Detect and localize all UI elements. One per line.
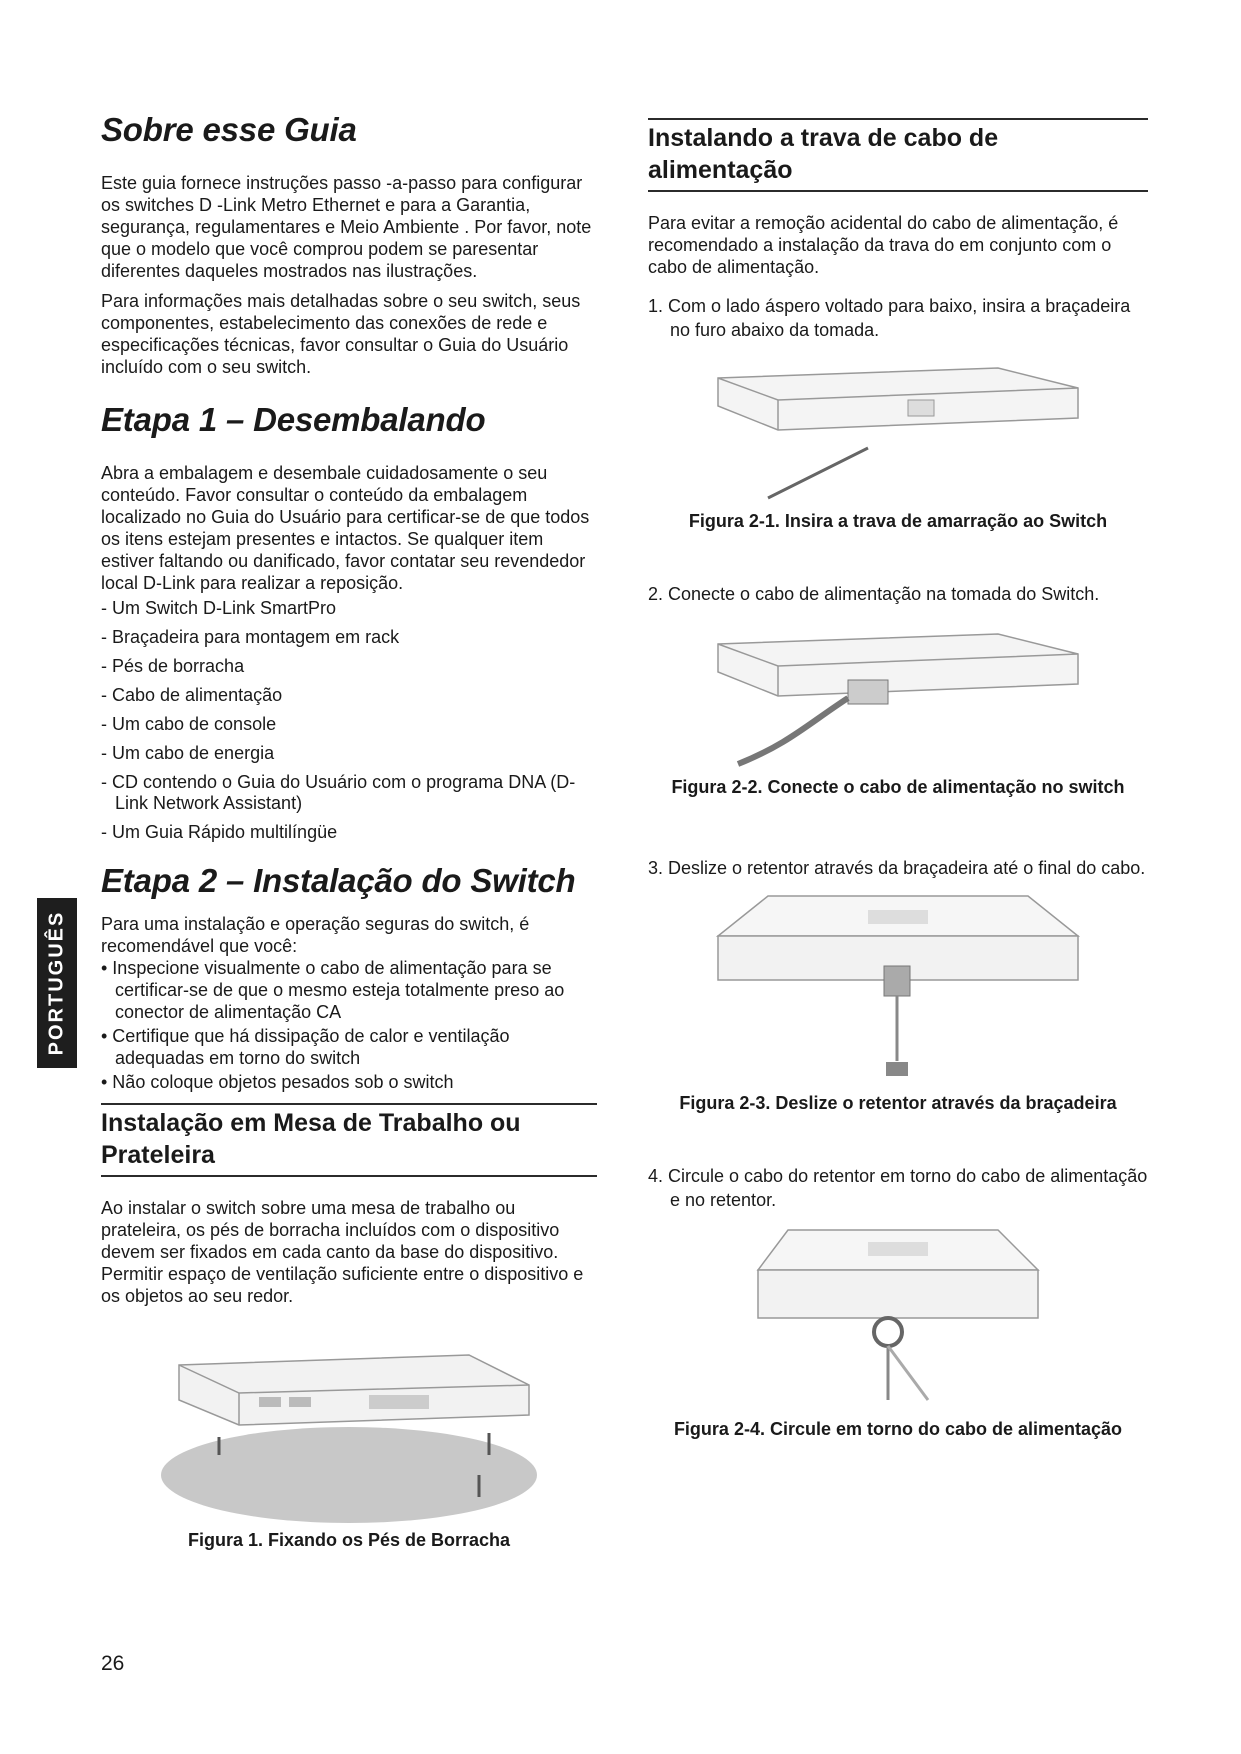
figure-1-caption: Figura 1. Fixando os Pés de Borracha — [187, 1530, 511, 1550]
list-item: - Um Guia Rápido multilíngüe — [101, 822, 338, 842]
figure-2-4-caption: Figura 2-4. Circule em torno do cabo de alimentação — [673, 1419, 1123, 1439]
list-item: • Inspecione visualmente o cabo de alimentação para se certificar-se de que o mesmo esteja totalmente preso ao conector de alimentação CA — [101, 958, 565, 1022]
step1-title: Etapa 1 – Desembalando — [101, 401, 486, 438]
list-item: - Pés de borracha — [101, 656, 245, 676]
figure-2-1-illustration — [708, 348, 1088, 508]
power-cord-lock-title: Instalando a trava de cabo de alimentação — [648, 118, 1148, 192]
list-item: • Não coloque objetos pesados sob o switch — [101, 1072, 454, 1092]
step-2-text: 2. Conecte o cabo de alimentação na tomada do Switch. — [648, 584, 1100, 604]
right-column — [648, 118, 1148, 1440]
left-column — [101, 110, 597, 1551]
list-item: - Um Switch D-Link SmartPro — [101, 598, 337, 618]
about-paragraph-1: Este guia fornece instruções passo -a-passo para configurar os switches D -Link Metro Ethernet e para a Garantia, segurança, regulamentares e Meio Ambiente . Por favor, note que o modelo que você comprou podem se paresentar diferentes daqueles mostrados nas ilustrações. — [101, 173, 592, 281]
list-item: - CD contendo o Guia do Usuário com o programa DNA (D-Link Network Assistant) — [101, 772, 576, 813]
package-contents-list — [101, 598, 597, 843]
figure-2-4-illustration — [748, 1220, 1048, 1410]
desk-install-title: Instalação em Mesa de Trabalho ou Prateleira — [101, 1103, 597, 1177]
step1-intro: Abra a embalagem e desembale cuidadosamente o seu conteúdo. Favor consultar o conteúdo da embalagem localizado no Guia do Usuário para certificar-se de que todos os itens estejam presentes e intactos. Se qualquer item estiver faltando ou danificado, favor contatar seu revendedor local D-Link para realizar a reposição. — [101, 463, 590, 593]
figure-2-3-caption: Figura 2-3. Deslize o retentor através da braçadeira — [679, 1093, 1117, 1113]
step2-intro: Para uma instalação e operação seguras do switch, é recomendável que você: — [101, 914, 530, 956]
about-paragraph-2: Para informações mais detalhadas sobre o seu switch, seus componentes, estabelecimento das conexões de rede e especificações técnicas, favor consultar o Guia do Usuário incluído com o seu switch. — [101, 291, 581, 377]
language-tab — [37, 898, 77, 1068]
list-item: - Braçadeira para montagem em rack — [101, 627, 400, 647]
list-item: - Um cabo de energia — [101, 743, 275, 763]
language-tab-label: PORTUGUÊS — [45, 910, 68, 1056]
figure-2-1-caption: Figura 2-1. Insira a trava de amarração ao Switch — [688, 511, 1108, 531]
step-3-text: 3. Deslize o retentor através da braçadeira até o final do cabo. — [648, 858, 1146, 878]
page-number: 26 — [101, 1652, 125, 1675]
list-item: - Cabo de alimentação — [101, 685, 283, 705]
safety-bullets — [101, 957, 597, 1093]
figure-2-2-caption: Figura 2-2. Conecte o cabo de alimentação no switch — [671, 777, 1125, 797]
power-cord-lock-intro: Para evitar a remoção acidental do cabo de alimentação, é recomendado a instalação da trava do em conjunto com o cabo de alimentação. — [648, 213, 1119, 277]
figure-2-2-illustration — [708, 614, 1088, 774]
figure-2-3-illustration — [708, 886, 1088, 1086]
about-title: Sobre esse Guia — [101, 111, 357, 148]
list-item: • Certifique que há dissipação de calor e ventilação adequadas em torno do switch — [101, 1026, 510, 1068]
step-1-text: 1. Com o lado áspero voltado para baixo, insira a braçadeira no furo abaixo da tomada. — [648, 296, 1131, 340]
step2-title: Etapa 2 – Instalação do Switch — [101, 862, 576, 899]
desk-install-paragraph: Ao instalar o switch sobre uma mesa de trabalho ou prateleira, os pés de borracha incluídos com o dispositivo devem ser fixados em cada canto da base do dispositivo. Permitir espaço de ventilação suficiente entre o dispositivo e os objetos ao seu redor. — [101, 1198, 584, 1306]
step-4-text: 4. Circule o cabo do retentor em torno do cabo de alimentação e no retentor. — [648, 1166, 1148, 1210]
rubber-feet-illustration — [149, 1325, 549, 1525]
list-item: - Um cabo de console — [101, 714, 277, 734]
